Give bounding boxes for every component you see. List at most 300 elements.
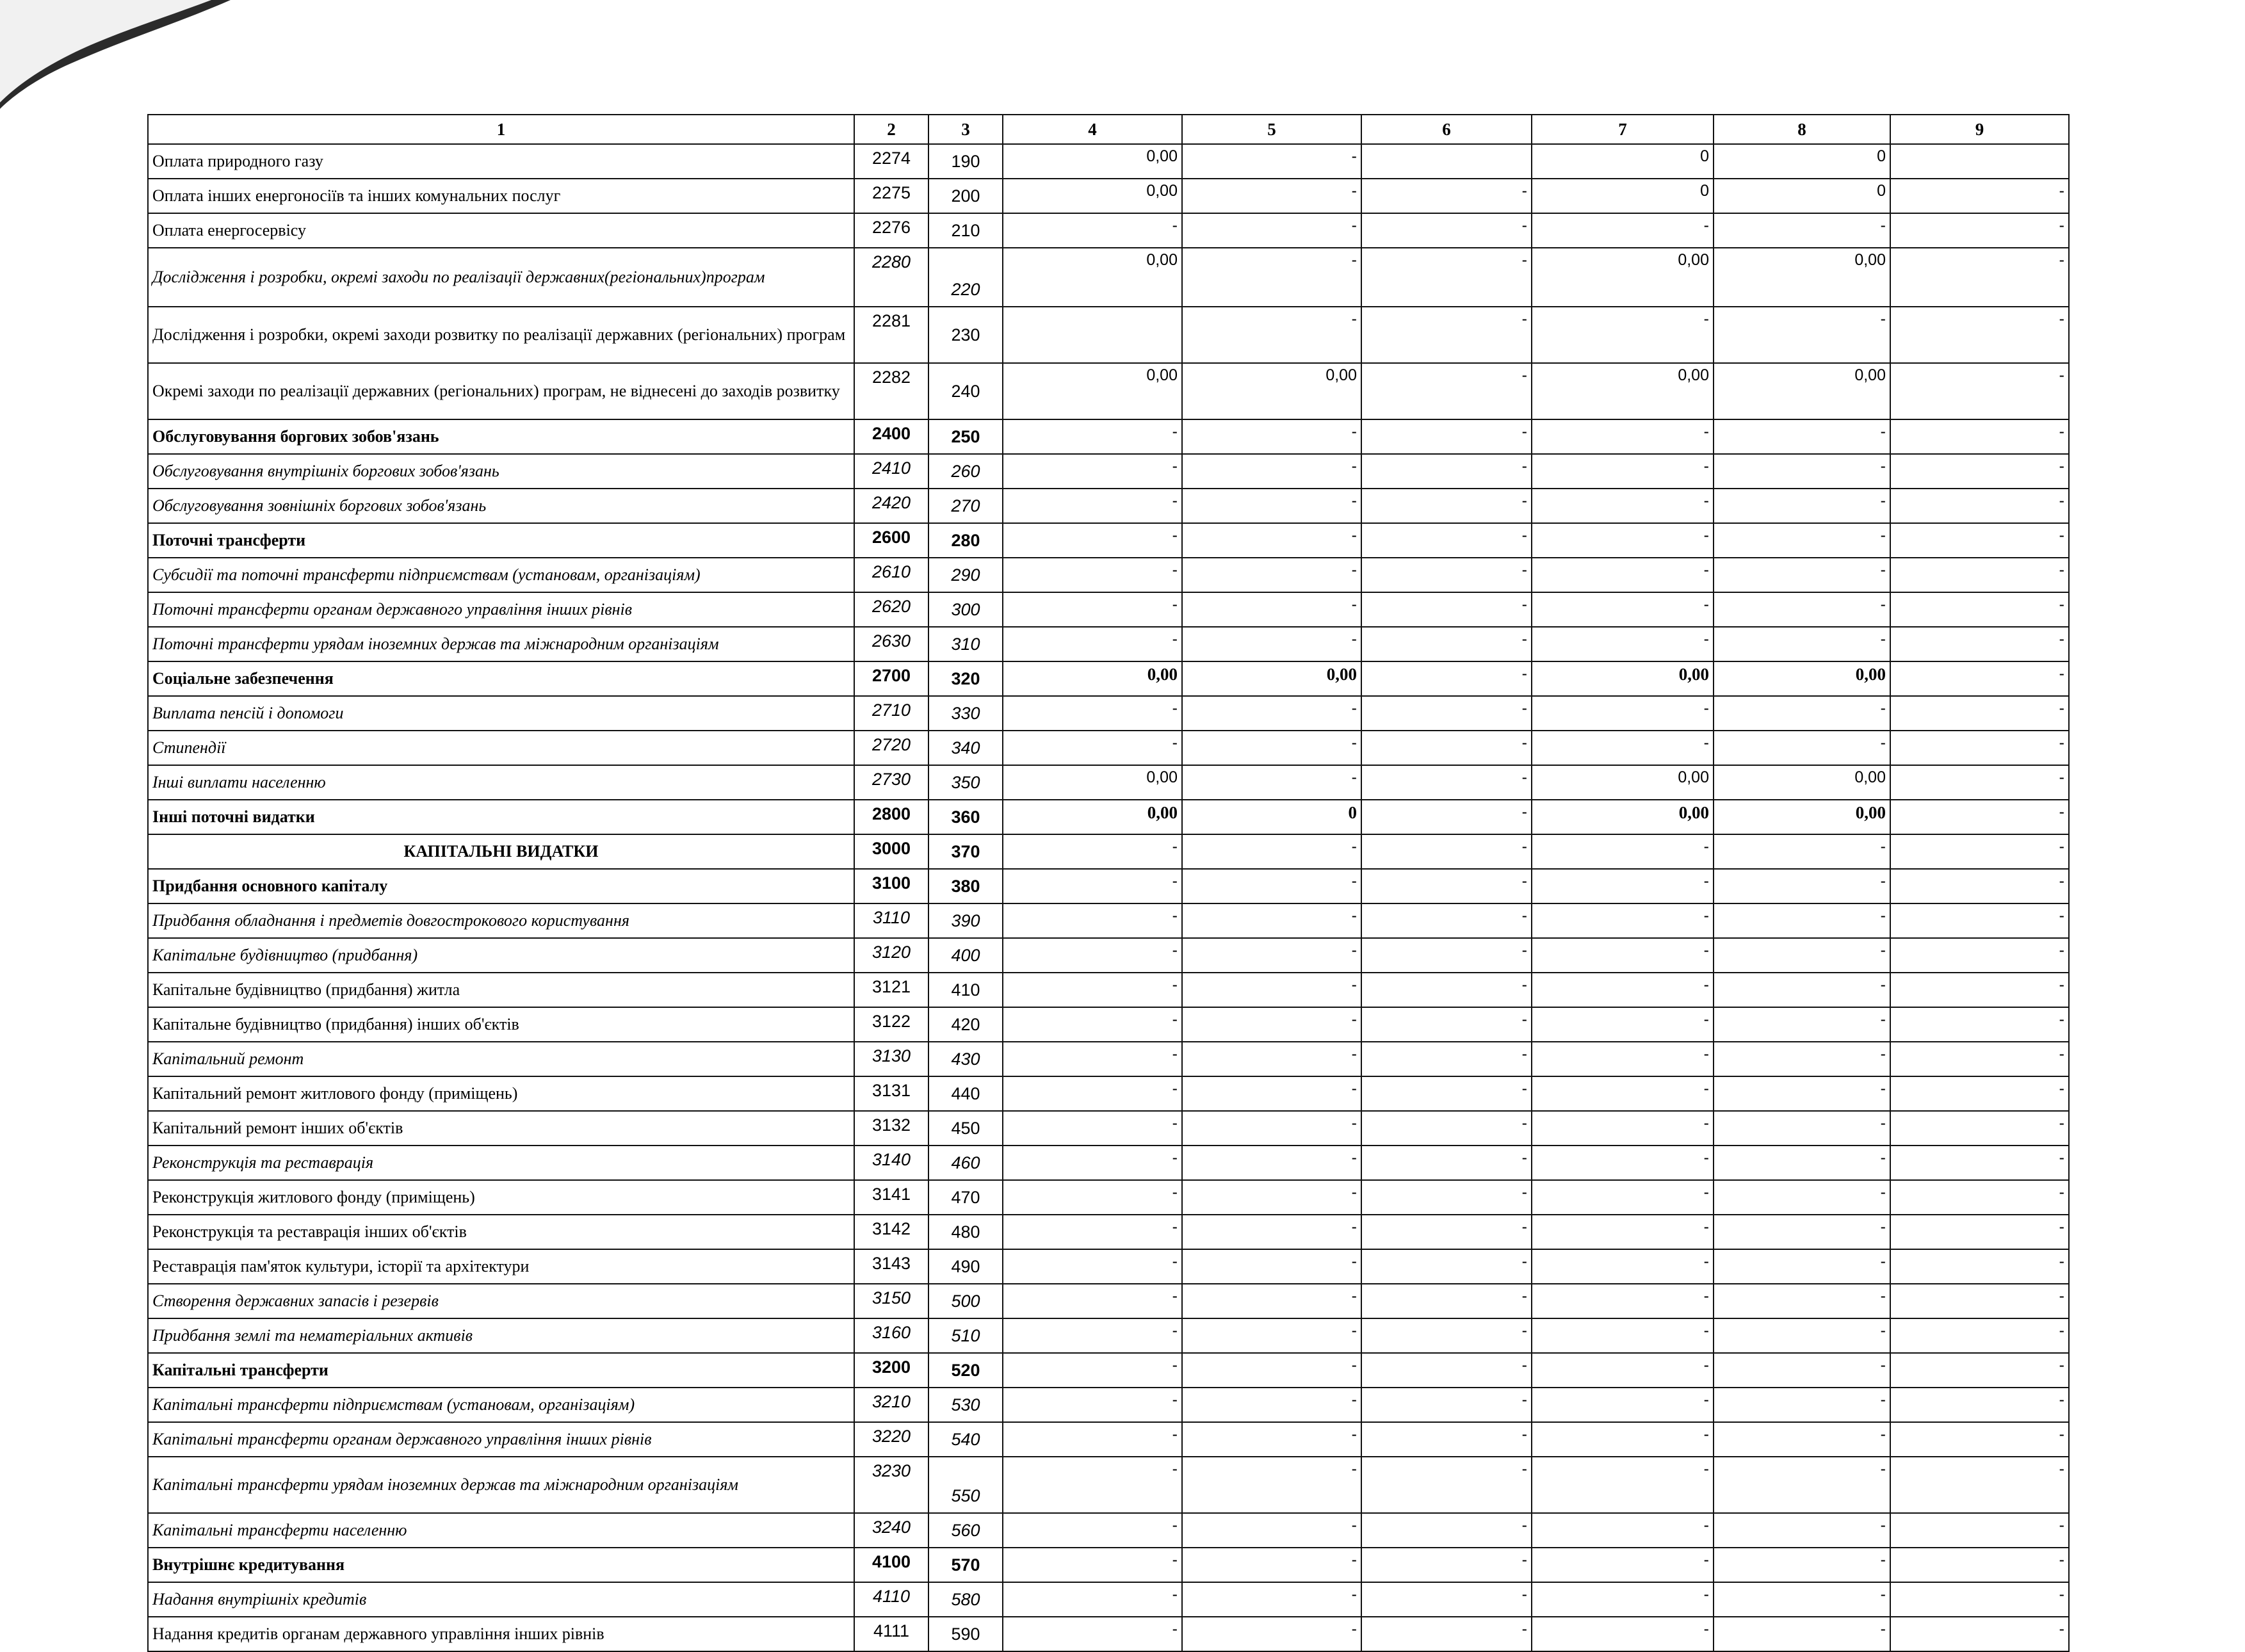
row-line-cell: 390 <box>928 903 1003 938</box>
row-line-cell: 330 <box>928 696 1003 731</box>
value-cell-col6: - <box>1361 1146 1532 1180</box>
value-cell-col5: - <box>1182 1422 1361 1457</box>
value-cell-col9: - <box>1890 523 2069 558</box>
row-line-cell: 250 <box>928 419 1003 454</box>
value-cell-col8: - <box>1714 1353 1890 1388</box>
table-row <box>148 731 2069 765</box>
value-cell-col8: - <box>1714 1076 1890 1111</box>
value-cell-col8: - <box>1714 1215 1890 1249</box>
row-line-cell: 260 <box>928 454 1003 489</box>
value-cell-col9: - <box>1890 1111 2069 1146</box>
value-cell-col7: - <box>1532 1353 1714 1388</box>
value-cell-col7: - <box>1532 1007 1714 1042</box>
value-cell-col4: - <box>1003 489 1182 523</box>
row-line-cell: 190 <box>928 144 1003 179</box>
table-row <box>148 248 2069 307</box>
value-cell-col7: - <box>1532 1111 1714 1146</box>
row-name-cell: Капітальні трансферти органам державного управління інших рівнів <box>148 1422 854 1457</box>
value-cell-col4: - <box>1003 869 1182 903</box>
value-cell-col4: - <box>1003 1582 1182 1617</box>
table-row <box>148 1180 2069 1215</box>
row-name-cell: Виплата пенсій і допомоги <box>148 696 854 731</box>
value-cell-col5: - <box>1182 1548 1361 1582</box>
value-cell-col8: - <box>1714 869 1890 903</box>
value-cell-col5: - <box>1182 903 1361 938</box>
value-cell-col6: - <box>1361 213 1532 248</box>
row-code-cell: 3100 <box>854 869 928 903</box>
value-cell-col4: - <box>1003 1180 1182 1215</box>
value-cell-col6: - <box>1361 765 1532 800</box>
value-cell-col8: 0,00 <box>1714 248 1890 307</box>
value-cell-col7: - <box>1532 1422 1714 1457</box>
value-cell-col9: - <box>1890 1318 2069 1353</box>
value-cell-col8: - <box>1714 1111 1890 1146</box>
value-cell-col4: - <box>1003 523 1182 558</box>
value-cell-col4: - <box>1003 627 1182 661</box>
value-cell-col4 <box>1003 307 1182 363</box>
table-row <box>148 1513 2069 1548</box>
row-name-cell: Реконструкція та реставрація інших об'єктів <box>148 1215 854 1249</box>
value-cell-col6: - <box>1361 1548 1532 1582</box>
value-cell-col8: - <box>1714 558 1890 592</box>
row-code-cell: 3240 <box>854 1513 928 1548</box>
value-cell-col4: - <box>1003 1249 1182 1284</box>
row-code-cell: 3150 <box>854 1284 928 1318</box>
value-cell-col8: - <box>1714 1007 1890 1042</box>
table-row <box>148 523 2069 558</box>
value-cell-col5: - <box>1182 1007 1361 1042</box>
value-cell-col4: - <box>1003 558 1182 592</box>
value-cell-col8: - <box>1714 213 1890 248</box>
row-line-cell: 530 <box>928 1388 1003 1422</box>
value-cell-col5: - <box>1182 627 1361 661</box>
value-cell-col5: - <box>1182 1582 1361 1617</box>
row-line-cell: 310 <box>928 627 1003 661</box>
row-name-cell: Внутрішнє кредитування <box>148 1548 854 1582</box>
table-row <box>148 800 2069 834</box>
value-cell-col9: - <box>1890 363 2069 419</box>
value-cell-col4: - <box>1003 1215 1182 1249</box>
column-header: 4 <box>1003 115 1182 144</box>
value-cell-col7: 0 <box>1532 179 1714 213</box>
value-cell-col5: - <box>1182 938 1361 973</box>
value-cell-col6: - <box>1361 1076 1532 1111</box>
table-row <box>148 1353 2069 1388</box>
column-header: 8 <box>1714 115 1890 144</box>
row-code-cell: 3121 <box>854 973 928 1007</box>
value-cell-col7: - <box>1532 1548 1714 1582</box>
value-cell-col4: - <box>1003 213 1182 248</box>
row-name-cell: Капітальні трансферти підприємствам (установам, організаціям) <box>148 1388 854 1422</box>
value-cell-col8: - <box>1714 696 1890 731</box>
value-cell-col6: - <box>1361 938 1532 973</box>
row-line-cell: 270 <box>928 489 1003 523</box>
value-cell-col4: 0,00 <box>1003 179 1182 213</box>
value-cell-col6 <box>1361 144 1532 179</box>
value-cell-col5: 0,00 <box>1182 661 1361 696</box>
value-cell-col4: - <box>1003 1548 1182 1582</box>
value-cell-col7: - <box>1532 627 1714 661</box>
table-row <box>148 489 2069 523</box>
row-line-cell: 590 <box>928 1617 1003 1651</box>
row-code-cell: 3000 <box>854 834 928 869</box>
value-cell-col4: - <box>1003 454 1182 489</box>
value-cell-col5: - <box>1182 248 1361 307</box>
row-code-cell: 3142 <box>854 1215 928 1249</box>
row-name-cell: Реставрація пам'яток культури, історії та архітектури <box>148 1249 854 1284</box>
value-cell-col8: - <box>1714 1457 1890 1513</box>
value-cell-col8: - <box>1714 523 1890 558</box>
value-cell-col7: - <box>1532 1076 1714 1111</box>
column-header: 5 <box>1182 115 1361 144</box>
value-cell-col8: - <box>1714 903 1890 938</box>
value-cell-col5: - <box>1182 1353 1361 1388</box>
value-cell-col6: - <box>1361 1617 1532 1651</box>
value-cell-col7: - <box>1532 1284 1714 1318</box>
row-name-cell: КАПІТАЛЬНІ ВИДАТКИ <box>148 834 854 869</box>
table-row <box>148 213 2069 248</box>
value-cell-col7: - <box>1532 307 1714 363</box>
value-cell-col7: - <box>1532 731 1714 765</box>
row-code-cell: 3120 <box>854 938 928 973</box>
value-cell-col9: - <box>1890 1353 2069 1388</box>
value-cell-col9: - <box>1890 973 2069 1007</box>
row-code-cell: 3131 <box>854 1076 928 1111</box>
value-cell-col9: - <box>1890 1548 2069 1582</box>
value-cell-col4: - <box>1003 592 1182 627</box>
value-cell-col8: 0,00 <box>1714 363 1890 419</box>
value-cell-col8: 0 <box>1714 179 1890 213</box>
value-cell-col9: - <box>1890 800 2069 834</box>
row-line-cell: 550 <box>928 1457 1003 1513</box>
value-cell-col6: - <box>1361 1042 1532 1076</box>
value-cell-col9: - <box>1890 307 2069 363</box>
table-row <box>148 592 2069 627</box>
value-cell-col6: - <box>1361 454 1532 489</box>
value-cell-col4: 0,00 <box>1003 661 1182 696</box>
column-header: 9 <box>1890 115 2069 144</box>
value-cell-col7: - <box>1532 489 1714 523</box>
row-code-cell: 2630 <box>854 627 928 661</box>
table-row <box>148 1249 2069 1284</box>
row-code-cell: 3130 <box>854 1042 928 1076</box>
value-cell-col5: - <box>1182 1076 1361 1111</box>
row-code-cell: 2275 <box>854 179 928 213</box>
value-cell-col9: - <box>1890 1146 2069 1180</box>
value-cell-col6: - <box>1361 1582 1532 1617</box>
table-row <box>148 1318 2069 1353</box>
row-line-cell: 480 <box>928 1215 1003 1249</box>
value-cell-col5: - <box>1182 144 1361 179</box>
value-cell-col9: - <box>1890 558 2069 592</box>
value-cell-col9: - <box>1890 661 2069 696</box>
value-cell-col8: 0 <box>1714 144 1890 179</box>
budget-expenses-table <box>147 114 2070 1652</box>
value-cell-col6: - <box>1361 1249 1532 1284</box>
value-cell-col5: 0 <box>1182 800 1361 834</box>
column-header: 7 <box>1532 115 1714 144</box>
row-name-cell: Надання внутрішніх кредитів <box>148 1582 854 1617</box>
row-name-cell: Капітальний ремонт <box>148 1042 854 1076</box>
value-cell-col8: - <box>1714 592 1890 627</box>
row-line-cell: 280 <box>928 523 1003 558</box>
table-row <box>148 1007 2069 1042</box>
column-header: 1 <box>148 115 854 144</box>
row-line-cell: 240 <box>928 363 1003 419</box>
value-cell-col7: 0 <box>1532 144 1714 179</box>
row-code-cell: 2700 <box>854 661 928 696</box>
value-cell-col4: 0,00 <box>1003 800 1182 834</box>
value-cell-col5: - <box>1182 973 1361 1007</box>
value-cell-col4: - <box>1003 1284 1182 1318</box>
row-code-cell: 4111 <box>854 1617 928 1651</box>
row-code-cell: 2730 <box>854 765 928 800</box>
column-header: 3 <box>928 115 1003 144</box>
value-cell-col8: - <box>1714 731 1890 765</box>
row-code-cell: 2720 <box>854 731 928 765</box>
row-code-cell: 2620 <box>854 592 928 627</box>
table-row <box>148 1284 2069 1318</box>
value-cell-col6: - <box>1361 248 1532 307</box>
value-cell-col4: - <box>1003 1111 1182 1146</box>
value-cell-col7: 0,00 <box>1532 661 1714 696</box>
row-line-cell: 400 <box>928 938 1003 973</box>
value-cell-col6: - <box>1361 592 1532 627</box>
table-row <box>148 973 2069 1007</box>
value-cell-col6: - <box>1361 1457 1532 1513</box>
value-cell-col4: - <box>1003 1422 1182 1457</box>
table-row <box>148 627 2069 661</box>
row-name-cell: Придбання землі та нематеріальних активів <box>148 1318 854 1353</box>
value-cell-col6: - <box>1361 627 1532 661</box>
value-cell-col5: - <box>1182 1215 1361 1249</box>
value-cell-col5: - <box>1182 419 1361 454</box>
value-cell-col4: - <box>1003 1353 1182 1388</box>
row-code-cell: 3200 <box>854 1353 928 1388</box>
table-row <box>148 661 2069 696</box>
value-cell-col5: - <box>1182 558 1361 592</box>
row-name-cell: Дослідження і розробки, окремі заходи по реалізації державних(регіональних)програм <box>148 248 854 307</box>
value-cell-col4: - <box>1003 696 1182 731</box>
row-name-cell: Капітальні трансферти <box>148 1353 854 1388</box>
value-cell-col6: - <box>1361 731 1532 765</box>
value-cell-col8: - <box>1714 454 1890 489</box>
value-cell-col7: - <box>1532 696 1714 731</box>
table-row <box>148 558 2069 592</box>
value-cell-col6: - <box>1361 661 1532 696</box>
row-code-cell: 2276 <box>854 213 928 248</box>
value-cell-col4: - <box>1003 1007 1182 1042</box>
table-row <box>148 869 2069 903</box>
value-cell-col4: - <box>1003 1146 1182 1180</box>
value-cell-col6: - <box>1361 363 1532 419</box>
table-row <box>148 1548 2069 1582</box>
row-line-cell: 420 <box>928 1007 1003 1042</box>
value-cell-col5: - <box>1182 307 1361 363</box>
table-row <box>148 1457 2069 1513</box>
value-cell-col6: - <box>1361 1388 1532 1422</box>
row-code-cell: 2800 <box>854 800 928 834</box>
row-line-cell: 510 <box>928 1318 1003 1353</box>
row-code-cell: 3132 <box>854 1111 928 1146</box>
value-cell-col9: - <box>1890 592 2069 627</box>
value-cell-col9: - <box>1890 1076 2069 1111</box>
row-code-cell: 3230 <box>854 1457 928 1513</box>
row-name-cell: Надання кредитів органам державного управління інших рівнів <box>148 1617 854 1651</box>
row-line-cell: 570 <box>928 1548 1003 1582</box>
value-cell-col8: - <box>1714 973 1890 1007</box>
row-code-cell: 2710 <box>854 696 928 731</box>
table-row <box>148 1422 2069 1457</box>
value-cell-col6: - <box>1361 696 1532 731</box>
value-cell-col5: - <box>1182 1513 1361 1548</box>
table-row <box>148 363 2069 419</box>
row-line-cell: 370 <box>928 834 1003 869</box>
value-cell-col9: - <box>1890 1457 2069 1513</box>
value-cell-col5: - <box>1182 1318 1361 1353</box>
value-cell-col9: - <box>1890 1582 2069 1617</box>
value-cell-col7: - <box>1532 973 1714 1007</box>
value-cell-col9: - <box>1890 179 2069 213</box>
value-cell-col6: - <box>1361 489 1532 523</box>
row-code-cell: 3140 <box>854 1146 928 1180</box>
value-cell-col4: - <box>1003 1318 1182 1353</box>
row-code-cell: 4100 <box>854 1548 928 1582</box>
value-cell-col5: - <box>1182 1042 1361 1076</box>
table-row <box>148 1146 2069 1180</box>
row-code-cell: 2400 <box>854 419 928 454</box>
row-name-cell: Окремі заходи по реалізації державних (регіональних) програм, не віднесені до заходів розвитку <box>148 363 854 419</box>
table-row <box>148 179 2069 213</box>
row-code-cell: 2600 <box>854 523 928 558</box>
table-row <box>148 1042 2069 1076</box>
value-cell-col5: - <box>1182 592 1361 627</box>
value-cell-col4: - <box>1003 419 1182 454</box>
value-cell-col6: - <box>1361 1215 1532 1249</box>
value-cell-col9: - <box>1890 1007 2069 1042</box>
value-cell-col9: - <box>1890 1513 2069 1548</box>
value-cell-col4: - <box>1003 938 1182 973</box>
row-line-cell: 340 <box>928 731 1003 765</box>
value-cell-col7: - <box>1532 1513 1714 1548</box>
row-name-cell: Капітальне будівництво (придбання) інших об'єктів <box>148 1007 854 1042</box>
value-cell-col7: - <box>1532 1617 1714 1651</box>
value-cell-col5: - <box>1182 1284 1361 1318</box>
row-name-cell: Обслуговування боргових зобов'язань <box>148 419 854 454</box>
row-line-cell: 490 <box>928 1249 1003 1284</box>
value-cell-col5: - <box>1182 1249 1361 1284</box>
value-cell-col7: - <box>1532 1180 1714 1215</box>
value-cell-col4: - <box>1003 1076 1182 1111</box>
value-cell-col9: - <box>1890 1388 2069 1422</box>
value-cell-col7: - <box>1532 419 1714 454</box>
row-line-cell: 560 <box>928 1513 1003 1548</box>
table-row <box>148 144 2069 179</box>
row-line-cell: 440 <box>928 1076 1003 1111</box>
value-cell-col8: 0,00 <box>1714 800 1890 834</box>
value-cell-col9 <box>1890 144 2069 179</box>
value-cell-col9: - <box>1890 765 2069 800</box>
value-cell-col5: - <box>1182 731 1361 765</box>
row-line-cell: 380 <box>928 869 1003 903</box>
value-cell-col8: - <box>1714 1513 1890 1548</box>
row-name-cell: Стипендії <box>148 731 854 765</box>
value-cell-col8: - <box>1714 1249 1890 1284</box>
value-cell-col6: - <box>1361 1513 1532 1548</box>
row-name-cell: Субсидії та поточні трансферти підприємствам (установам, організаціям) <box>148 558 854 592</box>
value-cell-col4: 0,00 <box>1003 765 1182 800</box>
value-cell-col4: - <box>1003 1388 1182 1422</box>
value-cell-col6: - <box>1361 973 1532 1007</box>
table-row <box>148 1215 2069 1249</box>
value-cell-col8: - <box>1714 489 1890 523</box>
value-cell-col6: - <box>1361 903 1532 938</box>
value-cell-col9: - <box>1890 627 2069 661</box>
value-cell-col8: 0,00 <box>1714 765 1890 800</box>
table-row <box>148 903 2069 938</box>
row-code-cell: 4110 <box>854 1582 928 1617</box>
row-name-cell: Реконструкція та реставрація <box>148 1146 854 1180</box>
value-cell-col4: - <box>1003 1513 1182 1548</box>
value-cell-col5: - <box>1182 489 1361 523</box>
row-name-cell: Створення державних запасів і резервів <box>148 1284 854 1318</box>
row-code-cell: 3160 <box>854 1318 928 1353</box>
value-cell-col6: - <box>1361 419 1532 454</box>
row-line-cell: 290 <box>928 558 1003 592</box>
value-cell-col7: - <box>1532 938 1714 973</box>
row-line-cell: 210 <box>928 213 1003 248</box>
value-cell-col6: - <box>1361 1180 1532 1215</box>
table-row <box>148 419 2069 454</box>
value-cell-col8: - <box>1714 938 1890 973</box>
value-cell-col5: - <box>1182 1111 1361 1146</box>
row-line-cell: 220 <box>928 248 1003 307</box>
row-code-cell: 3220 <box>854 1422 928 1457</box>
value-cell-col6: - <box>1361 1353 1532 1388</box>
table-row <box>148 834 2069 869</box>
value-cell-col5: 0,00 <box>1182 363 1361 419</box>
value-cell-col8: - <box>1714 1146 1890 1180</box>
row-name-cell: Соціальне забезпечення <box>148 661 854 696</box>
value-cell-col7: - <box>1532 558 1714 592</box>
value-cell-col5: - <box>1182 1457 1361 1513</box>
row-code-cell: 3210 <box>854 1388 928 1422</box>
value-cell-col5: - <box>1182 1388 1361 1422</box>
value-cell-col7: 0,00 <box>1532 248 1714 307</box>
value-cell-col5: - <box>1182 1146 1361 1180</box>
table-row <box>148 1582 2069 1617</box>
value-cell-col9: - <box>1890 213 2069 248</box>
value-cell-col8: - <box>1714 1617 1890 1651</box>
value-cell-col4: - <box>1003 973 1182 1007</box>
row-code-cell: 3110 <box>854 903 928 938</box>
value-cell-col4: - <box>1003 834 1182 869</box>
row-name-cell: Оплата енергосервісу <box>148 213 854 248</box>
value-cell-col6: - <box>1361 1284 1532 1318</box>
row-code-cell: 2280 <box>854 248 928 307</box>
value-cell-col4: - <box>1003 1617 1182 1651</box>
value-cell-col8: - <box>1714 1284 1890 1318</box>
value-cell-col7: 0,00 <box>1532 800 1714 834</box>
row-line-cell: 580 <box>928 1582 1003 1617</box>
value-cell-col9: - <box>1890 419 2069 454</box>
value-cell-col9: - <box>1890 869 2069 903</box>
table-row <box>148 696 2069 731</box>
value-cell-col7: - <box>1532 1215 1714 1249</box>
value-cell-col4: - <box>1003 1042 1182 1076</box>
value-cell-col7: - <box>1532 213 1714 248</box>
table-row <box>148 1617 2069 1651</box>
